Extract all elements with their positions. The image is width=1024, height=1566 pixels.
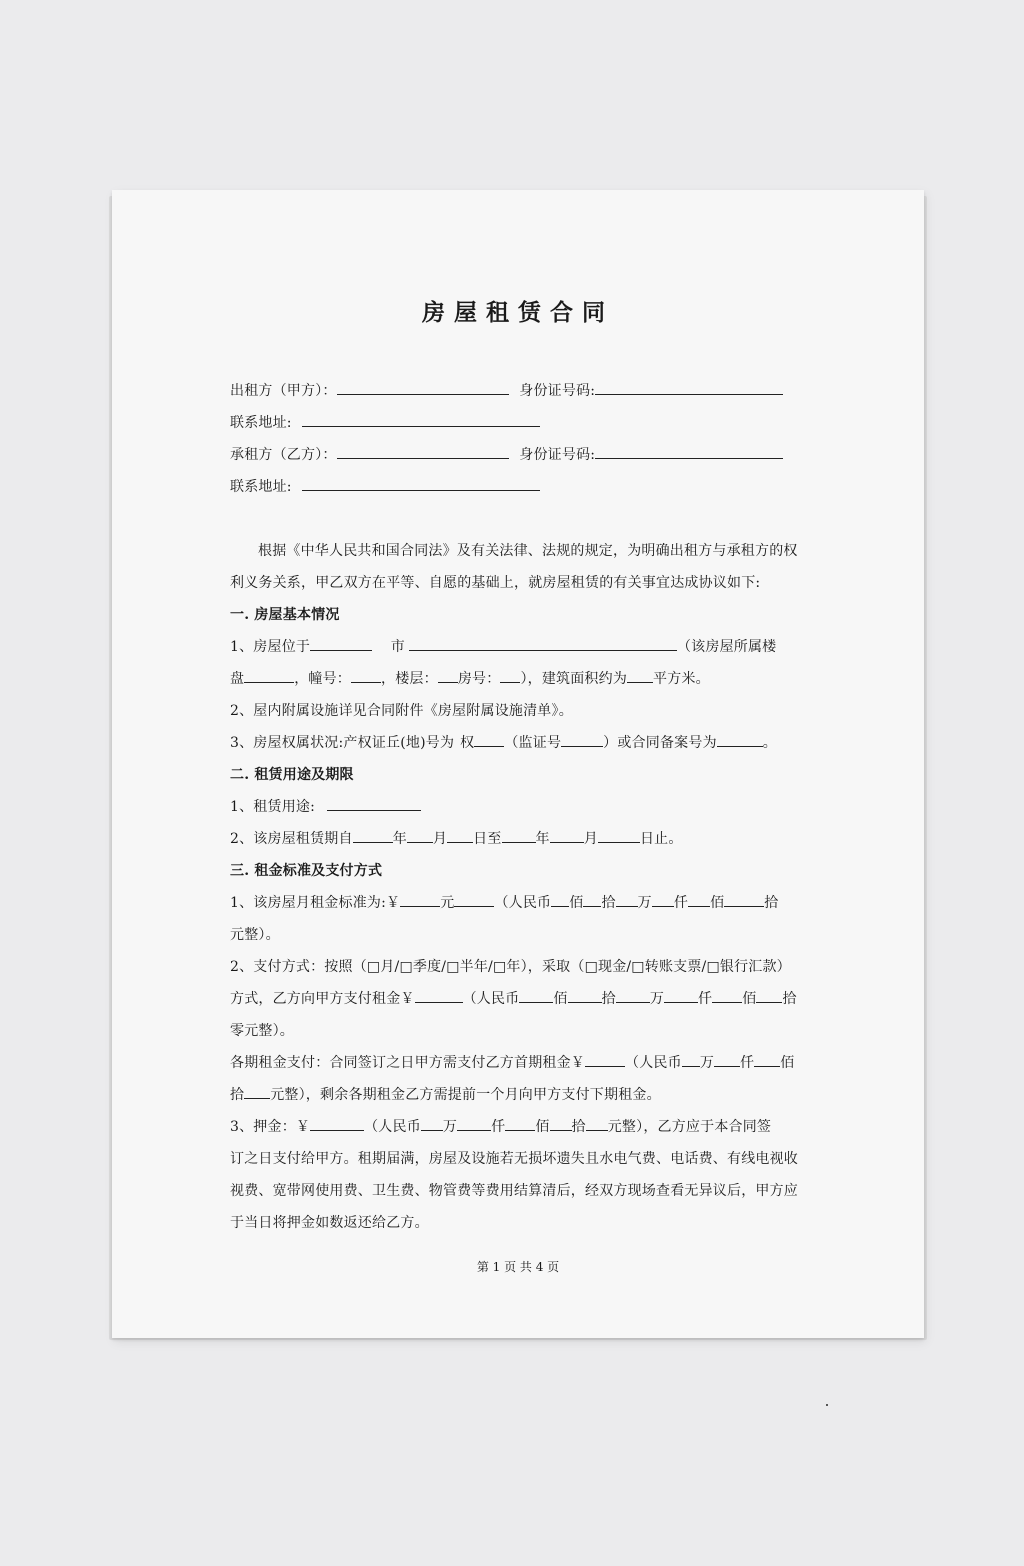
start-day-field[interactable]: [447, 830, 473, 843]
floor-field[interactable]: [438, 670, 458, 683]
building-field[interactable]: [351, 670, 381, 683]
item-text: 仟: [698, 991, 713, 1007]
lessee-id-label: 身份证号码:: [519, 447, 596, 463]
amount-field[interactable]: [616, 990, 650, 1003]
monthly-rent-field[interactable]: [400, 894, 440, 907]
amount-field[interactable]: [714, 1054, 740, 1067]
periodic-payment-line-1: [230, 1052, 794, 1072]
amount-field[interactable]: [505, 1118, 535, 1131]
amount-field[interactable]: [551, 894, 569, 907]
page-number: 第 1 页 共 4 页: [476, 1260, 560, 1274]
lessee-address-label: 联系地址:: [230, 479, 292, 495]
amount-field[interactable]: [712, 990, 742, 1003]
item-text: 1、租赁用途:: [230, 799, 316, 815]
lessor-label: 出租方（甲方）：: [230, 383, 337, 399]
item-text: 盘: [230, 671, 245, 687]
item-text: 元: [440, 895, 455, 911]
item-text: 方式，乙方向甲方支付租金￥: [230, 991, 415, 1007]
estate-field[interactable]: [244, 670, 294, 683]
section-1-item-3: [230, 732, 777, 752]
item-text: 市: [390, 639, 405, 655]
section-2-item-2: [230, 828, 683, 848]
section-3-item-3-line-3: 视费、宽带网使用费、卫生费、物管费等费用结算清后，经双方现场查看无异议后，甲方应: [230, 1183, 798, 1199]
rent-payment-field[interactable]: [415, 990, 463, 1003]
item-text: 拾: [764, 895, 779, 911]
item-text: （人民币: [462, 991, 520, 1007]
item-text: 拾: [601, 895, 616, 911]
item-text: 拾: [601, 991, 616, 1007]
item-text: 3、房屋权属状况:产权证丘(地)号为: [230, 735, 455, 751]
lessor-row: [230, 380, 783, 400]
item-text: 佰: [553, 991, 568, 1007]
item-text: 仟: [491, 1119, 506, 1135]
intro-line-2: 利义务关系，甲乙双方在平等、自愿的基础上，就房屋租赁的有关事宜达成协议如下:: [230, 575, 761, 591]
city-field[interactable]: [310, 638, 372, 651]
amount-field[interactable]: [586, 1118, 608, 1131]
section-2-heading: 二. 租赁用途及期限: [230, 767, 354, 783]
item-text: （人民币: [494, 895, 552, 911]
usage-field[interactable]: [327, 798, 421, 811]
lessor-address-field[interactable]: [302, 414, 540, 427]
lessor-address-row: [230, 412, 540, 432]
section-3-item-3: [230, 1116, 771, 1136]
end-month-field[interactable]: [550, 830, 584, 843]
amount-field[interactable]: [682, 1054, 700, 1067]
item-text: 年: [392, 831, 407, 847]
item-text: ，幢号：: [294, 671, 352, 687]
deposit-field[interactable]: [310, 1118, 364, 1131]
location-field[interactable]: [409, 638, 677, 651]
item-text: 。: [762, 735, 777, 751]
amount-field[interactable]: [421, 1118, 443, 1131]
item-text: 万: [637, 895, 652, 911]
title-number-field[interactable]: [474, 734, 504, 747]
section-3-item-2-end: 零元整）。: [230, 1023, 294, 1039]
item-text: ），建筑面积约为: [520, 671, 628, 687]
room-field[interactable]: [500, 670, 520, 683]
item-text: 月: [583, 831, 598, 847]
amount-field[interactable]: [754, 1054, 780, 1067]
lessee-address-field[interactable]: [302, 478, 540, 491]
section-1-heading: 一. 房屋基本情况: [230, 607, 340, 623]
amount-field[interactable]: [688, 894, 710, 907]
section-3-item-1-cont: 元整）。: [230, 927, 280, 943]
lessor-id-field[interactable]: [595, 382, 783, 395]
section-2-item-1: [230, 796, 421, 816]
monthly-rent-field-2[interactable]: [454, 894, 494, 907]
item-text: （监证号: [504, 735, 562, 751]
amount-field[interactable]: [664, 990, 698, 1003]
item-text: （该房屋所属楼: [676, 639, 777, 655]
item-text: 拾: [230, 1087, 245, 1103]
start-year-field[interactable]: [353, 830, 393, 843]
item-text: （人民币: [625, 1055, 682, 1071]
lessor-name-field[interactable]: [337, 382, 509, 395]
end-year-field[interactable]: [502, 830, 536, 843]
item-text: 仟: [740, 1055, 755, 1071]
lessee-name-field[interactable]: [337, 446, 509, 459]
amount-field[interactable]: [568, 990, 602, 1003]
item-text: 拾: [782, 991, 797, 1007]
section-3-item-2: 2、支付方式：按照（□月/□季度/□半年/□年），采取（□现金/□转账支票/□银行汇款）: [230, 959, 791, 975]
contract-page: [112, 190, 924, 1338]
amount-field[interactable]: [652, 894, 674, 907]
section-3-item-1: [230, 892, 778, 912]
item-text: 1、该房屋月租金标准为:￥: [230, 895, 401, 911]
item-text: 仟: [673, 895, 689, 911]
lessee-label: 承租方（乙方）：: [230, 447, 337, 463]
section-3-item-3-line-2: 订之日支付给甲方。租期届满，房屋及设施若无损坏遗失且水电气费、电话费、有线电视收: [230, 1151, 798, 1167]
item-text: 万: [649, 991, 665, 1007]
item-text: ）或合同备案号为: [603, 735, 717, 751]
item-text: 元整），乙方应于本合同签: [607, 1119, 772, 1135]
item-text: （人民币: [364, 1119, 421, 1135]
item-text: 佰: [742, 991, 757, 1007]
amount-field[interactable]: [756, 990, 782, 1003]
item-text: 佰: [780, 1055, 795, 1071]
item-text: 1、房屋位于: [230, 639, 311, 655]
lessor-address-label: 联系地址:: [230, 415, 292, 431]
item-text: 元整），剩余各期租金乙方需提前一个月向甲方支付下期租金。: [270, 1087, 661, 1103]
item-text: 2、该房屋租赁期自: [230, 831, 353, 847]
item-text: 权: [460, 735, 475, 751]
section-3-item-2-cont: [230, 988, 797, 1008]
section-1-item-1-cont: [230, 668, 710, 688]
item-text: 佰: [710, 895, 725, 911]
item-text: 万: [699, 1055, 715, 1071]
area-field[interactable]: [627, 670, 653, 683]
item-text: 拾: [571, 1119, 586, 1135]
supervision-number-field[interactable]: [561, 734, 603, 747]
first-rent-field[interactable]: [585, 1054, 625, 1067]
amount-field[interactable]: [519, 990, 553, 1003]
section-1-item-1: [230, 636, 776, 656]
item-text: 日止。: [639, 831, 683, 847]
end-day-field[interactable]: [598, 830, 640, 843]
item-text: ，楼层：: [381, 671, 438, 687]
item-text: 3、押金：￥: [230, 1119, 311, 1135]
item-text: 佰: [569, 895, 584, 911]
section-3-heading: 三. 租金标准及支付方式: [230, 863, 383, 879]
item-text: 月: [432, 831, 448, 847]
item-text: 房号：: [457, 671, 501, 687]
amount-field[interactable]: [244, 1086, 270, 1099]
amount-field[interactable]: [457, 1118, 491, 1131]
filing-number-field[interactable]: [717, 734, 763, 747]
periodic-payment-line-2: [230, 1084, 661, 1104]
start-month-field[interactable]: [407, 830, 433, 843]
section-1-item-2: 2、屋内附属设施详见合同附件《房屋附属设施清单》。: [230, 703, 573, 719]
item-text: 佰: [535, 1119, 550, 1135]
intro-line-1: 根据《中华人民共和国合同法》及有关法律、法规的规定，为明确出租方与承租方的权: [258, 543, 798, 559]
item-text: 日至: [473, 831, 502, 847]
speck: [826, 1404, 828, 1406]
amount-field[interactable]: [583, 894, 601, 907]
lessee-address-row: [230, 476, 540, 496]
item-text: 年: [535, 831, 550, 847]
amount-field[interactable]: [724, 894, 764, 907]
amount-field[interactable]: [616, 894, 638, 907]
item-text: 万: [442, 1119, 458, 1135]
lessee-row: [230, 444, 783, 464]
section-3-item-3-line-4: 于当日将押金如数返还给乙方。: [230, 1215, 429, 1231]
amount-field[interactable]: [550, 1118, 572, 1131]
item-text: 平方米。: [653, 671, 710, 687]
page-title: 房屋租赁合同: [422, 299, 614, 326]
item-text: 各期租金支付：合同签订之日甲方需支付乙方首期租金￥: [230, 1055, 585, 1071]
lessee-id-field[interactable]: [595, 446, 783, 459]
lessor-id-label: 身份证号码:: [519, 383, 596, 399]
